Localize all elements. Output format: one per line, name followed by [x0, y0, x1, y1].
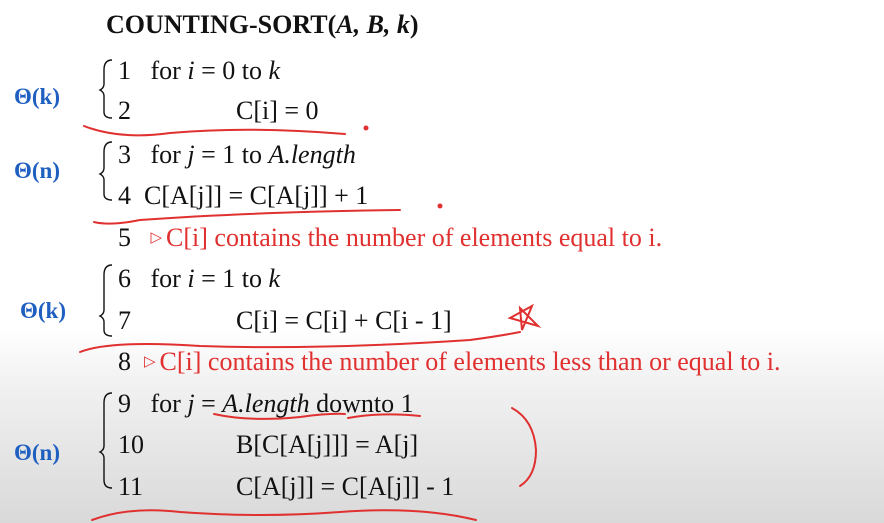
line-number: 8	[118, 347, 131, 376]
loop-range: = 0 to	[194, 56, 269, 85]
keyword: for	[150, 389, 181, 418]
loop-bound: A.length	[268, 140, 356, 169]
line-number: 7	[118, 306, 131, 335]
code-line-2-text: C[i] = 0	[236, 96, 319, 125]
code-line-7-text: C[i] = C[i] + C[i - 1]	[236, 306, 452, 335]
complexity-label-block2: Θ(n)	[14, 158, 60, 183]
loop-range: = 1 to	[194, 264, 269, 293]
annotation-dot	[365, 127, 368, 130]
comment-text: C[i] contains the number of elements less than or equal to i.	[159, 347, 781, 376]
title-name: COUNTING-SORT	[106, 10, 328, 39]
loop-range: downto 1	[309, 389, 414, 418]
line-number: 3	[118, 140, 131, 169]
comment-triangle-icon: ▷	[144, 354, 156, 370]
line-number: 4	[118, 181, 131, 210]
complexity-label-block4: Θ(n)	[14, 440, 60, 465]
code-line-10-text: B[C[A[j]]] = A[j]	[236, 430, 419, 459]
loop-var: i	[187, 264, 195, 293]
title-args: A, B, k	[336, 10, 410, 39]
loop-range: = 1 to	[194, 140, 269, 169]
comment-text: C[i] contains the number of elements equal to i.	[166, 223, 663, 252]
loop-bound: A.length	[222, 389, 310, 418]
loop-var: j	[187, 389, 195, 418]
comment-triangle-icon: ▷	[150, 230, 163, 246]
underline-block4	[92, 510, 476, 520]
line-number: 5	[118, 223, 131, 252]
loop-bound: k	[268, 56, 280, 85]
underline-downto	[348, 414, 420, 418]
loop-var: i	[187, 56, 195, 85]
underline-alength	[214, 414, 345, 419]
right-brace	[512, 408, 536, 486]
code-line-11-text: C[A[j]] = C[A[j]] - 1	[236, 472, 455, 501]
keyword: for	[150, 140, 181, 169]
line-number: 9	[118, 389, 131, 418]
statement: C[A[j]] = C[A[j]] + 1	[144, 181, 369, 210]
loop-assign: =	[194, 389, 223, 418]
loop-bound: k	[268, 264, 280, 293]
star-icon	[510, 306, 538, 330]
loop-var: j	[187, 140, 195, 169]
line-number: 1	[118, 56, 131, 85]
line-number: 2	[118, 96, 131, 125]
keyword: for	[150, 56, 181, 85]
underline-block1	[84, 126, 345, 135]
line-number: 10	[118, 430, 144, 459]
underline-block3	[80, 332, 520, 352]
complexity-label-block1: Θ(k)	[14, 84, 60, 109]
line-number: 6	[118, 264, 131, 293]
underline-block2	[94, 210, 400, 224]
annotation-dot	[439, 205, 442, 208]
line-number: 11	[118, 472, 144, 501]
algorithm-title: COUNTING-SORT(A, B, k)	[106, 10, 419, 39]
complexity-label-block3: Θ(k)	[20, 298, 66, 323]
keyword: for	[150, 264, 181, 293]
